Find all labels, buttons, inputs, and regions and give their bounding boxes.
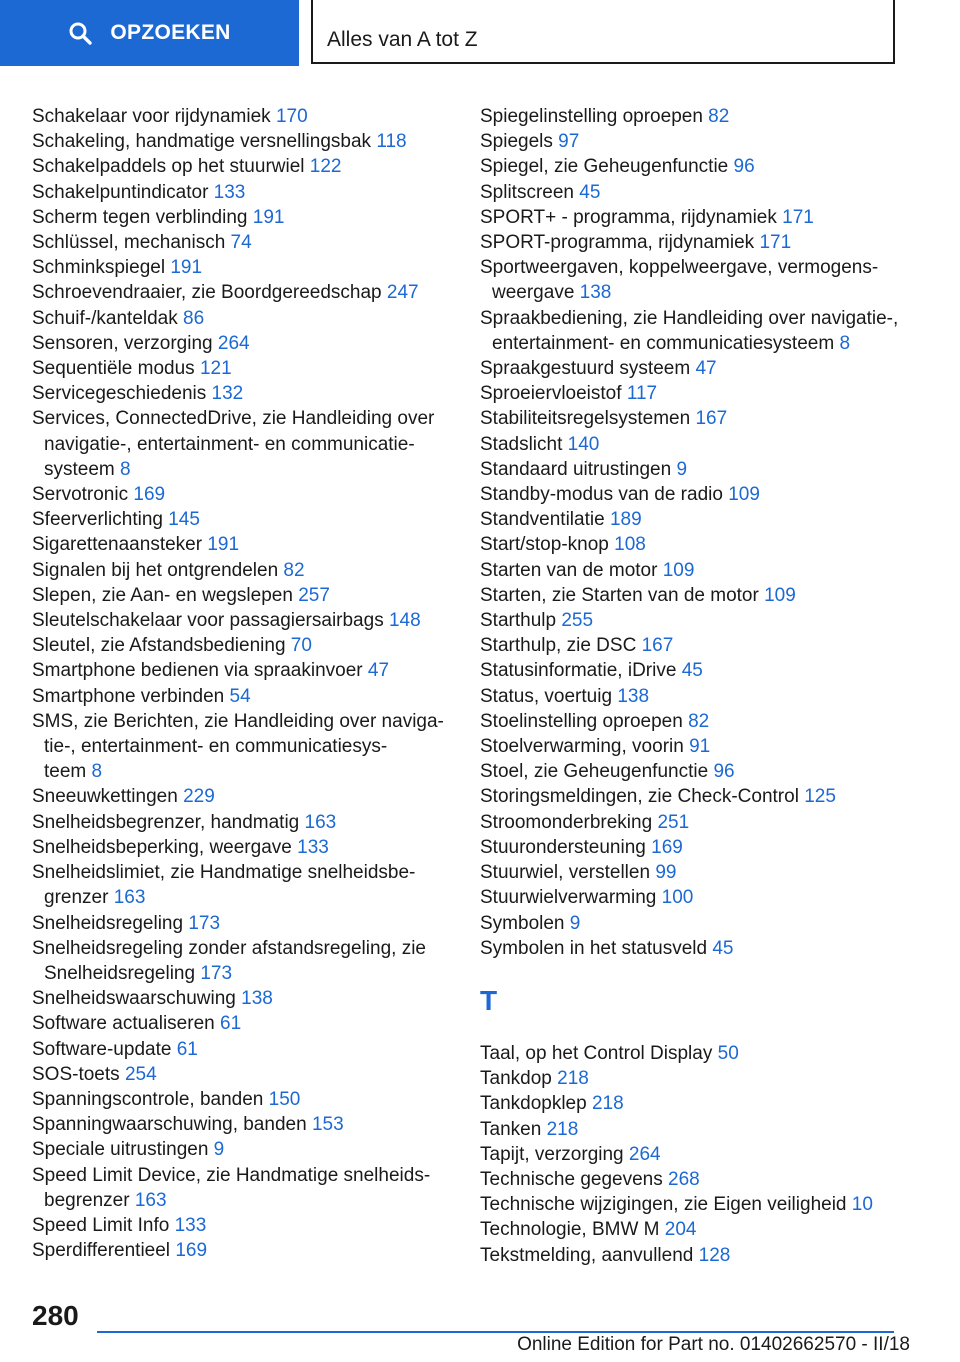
index-entry: Stoelinstelling oproepen 82 (480, 710, 710, 732)
page-link[interactable]: 128 (698, 1244, 731, 1266)
index-entry: Software actualiseren 61 (32, 1013, 242, 1035)
index-entry: Smartphone verbinden 54 (32, 685, 251, 707)
index-entry: Tekstmelding, aanvullend 128 (480, 1244, 731, 1266)
page-link[interactable]: 169 (651, 836, 683, 858)
index-entry: Technische gegevens 268 (480, 1168, 700, 1190)
page-link[interactable]: 61 (220, 1013, 242, 1035)
index-entry: Schuif-/kanteldak 86 (32, 307, 205, 329)
page-link[interactable]: 133 (213, 181, 246, 203)
page-link[interactable]: 171 (759, 232, 792, 254)
page-link[interactable]: 170 (275, 106, 308, 127)
index-entry: Snelheidslimiet, zie Handmatige snelheidsbe- grenzer 163 (32, 862, 416, 909)
index-entry: SOS-toets 254 (32, 1063, 157, 1085)
index-entry: Slepen, zie Aan- en wegslepen 257 (32, 584, 330, 606)
page-link[interactable]: 204 (664, 1219, 697, 1241)
index-entry: Symbolen in het statusveld 45 (480, 937, 734, 959)
page-link[interactable]: 268 (668, 1168, 700, 1190)
index-entry: Taal, op het Control Display 50 (480, 1042, 739, 1064)
index-entry: Technologie, BMW M 204 (480, 1219, 697, 1241)
page-link[interactable]: 9 (569, 912, 581, 934)
page-link[interactable]: 257 (298, 584, 330, 606)
index-entry: Stuurwielverwarming 100 (480, 887, 694, 909)
index-entry: Symbolen 9 (480, 912, 581, 934)
edition-footer: Online Edition for Part no. 01402662570 - II/18 (517, 1334, 910, 1355)
page-link[interactable]: 8 (91, 761, 103, 783)
index-entry: Tapijt, verzorging 264 (480, 1143, 661, 1165)
index-entry: Starten van de motor 109 (480, 559, 695, 581)
page-link[interactable]: 138 (241, 988, 273, 1010)
page-link[interactable]: 45 (579, 181, 601, 203)
index-entry: Stoelverwarming, voorin 91 (480, 736, 711, 758)
index-entry: Sequentiële modus 121 (32, 358, 232, 380)
footer-divider (97, 1331, 894, 1333)
page-link[interactable]: 169 (133, 484, 166, 506)
page-link[interactable]: 109 (764, 584, 796, 606)
index-entry: Schroevendraaier, zie Boordgereedschap 247 (32, 282, 419, 304)
index-entry: Sperdifferentieel 169 (32, 1240, 208, 1262)
index-entry: Sfeerverlichting 145 (32, 509, 200, 531)
index-entry: Splitscreen 45 (480, 181, 601, 203)
page-link[interactable]: 169 (175, 1240, 208, 1262)
page-link[interactable]: 218 (557, 1068, 589, 1090)
page-link[interactable]: 254 (124, 1063, 157, 1085)
index-entry: Services, ConnectedDrive, zie Handleiding over navigatie-, entertainment- en communicatie- systeem 8 (32, 408, 435, 480)
top-bar (0, 0, 960, 66)
index-entry: Schakeling, handmatige versnellingsbak 118 (32, 131, 407, 153)
index-entry: Standaard uitrustingen 9 (480, 458, 688, 480)
page-link[interactable]: 109 (728, 484, 760, 506)
index-entry: SPORT+ - programma, rijdynamiek 171 (480, 206, 814, 228)
index-entry: Tankdopklep 218 (480, 1093, 624, 1115)
index-entry: Standby-modus van de radio 109 (480, 484, 760, 506)
index-entry: Spiegelinstelling oproepen 82 (480, 106, 730, 127)
page-link[interactable]: 74 (230, 232, 252, 254)
page-link[interactable]: 138 (579, 282, 612, 304)
index-entry: Servotronic 169 (32, 484, 166, 506)
page-link[interactable]: 264 (628, 1143, 661, 1165)
page-link[interactable]: 264 (217, 332, 250, 354)
index-entry: Sneeuwkettingen 229 (32, 786, 215, 808)
index-entry: Starthulp 255 (480, 610, 594, 632)
page-link[interactable]: 218 (546, 1118, 579, 1140)
index-entry: Snelheidsbeperking, weergave 133 (32, 836, 329, 858)
index-entry: Software-update 61 (32, 1038, 198, 1060)
page-link[interactable]: 140 (567, 433, 600, 455)
page-link[interactable]: 108 (614, 534, 646, 556)
index-entry: Technische wijzigingen, zie Eigen veiligheid 10 (480, 1194, 873, 1216)
index-entry: Snelheidsregeling zonder afstandsregeling, zie Snelheidsregeling 173 (32, 937, 426, 984)
index-entry: Statusinformatie, iDrive 45 (480, 660, 703, 682)
index-entry: SPORT-programma, rijdynamiek 171 (480, 232, 792, 254)
page-link[interactable]: 133 (297, 836, 329, 858)
index-entry: Signalen bij het ontgrendelen 82 (32, 559, 305, 581)
index-entry: Sproeiervloeistof 117 (480, 383, 658, 405)
page-link[interactable]: 96 (733, 156, 755, 178)
page-link[interactable]: 100 (661, 887, 694, 909)
page-link[interactable]: 47 (367, 660, 390, 682)
page-number: 280 (32, 1300, 79, 1331)
index-entry: Speed Limit Info 133 (32, 1214, 207, 1236)
index-entry: Stuurwiel, verstellen 99 (480, 862, 677, 884)
page-link[interactable]: 173 (188, 912, 221, 934)
page-link[interactable]: 189 (609, 509, 642, 531)
index-entry: Standventilatie 189 (480, 509, 642, 531)
index-entry: Start/stop-knop 108 (480, 534, 646, 556)
page-link[interactable]: 163 (304, 811, 337, 833)
index-entry: Spanningwaarschuwing, banden 153 (32, 1114, 344, 1136)
index-entry: Spiegels 97 (480, 131, 580, 153)
index-entry: Stroomonderbreking 251 (480, 811, 690, 833)
page-link[interactable]: 247 (386, 282, 419, 304)
page-link[interactable]: 125 (804, 786, 836, 808)
page-link[interactable]: 45 (681, 660, 703, 682)
page-link[interactable]: 8 (839, 332, 851, 354)
index-entry: Sleutel, zie Afstandsbediening 70 (32, 635, 312, 657)
page-link[interactable]: 121 (199, 358, 232, 380)
index-entry: Speciale uitrustingen 9 (32, 1139, 225, 1161)
page-link[interactable]: 97 (558, 131, 580, 153)
page-link[interactable]: 117 (626, 383, 658, 405)
page-link[interactable]: 47 (695, 358, 717, 380)
index-entry: Stadslicht 140 (480, 433, 600, 455)
page-link[interactable]: 54 (229, 685, 251, 707)
index-entry: Stabiliteitsregelsystemen 167 (480, 408, 728, 430)
letter-heading: T (480, 984, 498, 1016)
search-icon (68, 21, 92, 45)
page-link[interactable]: 82 (688, 710, 710, 732)
page-link[interactable]: 138 (617, 685, 650, 707)
index-entry: Schakelpuntindicator 133 (32, 181, 246, 203)
index-entry: Sigarettenaansteker 191 (32, 534, 240, 556)
index-column-left (32, 104, 472, 1263)
page-link[interactable]: 82 (708, 106, 730, 127)
page-link[interactable]: 91 (689, 736, 711, 758)
section-title: Alles van A tot Z (327, 28, 478, 51)
page-link[interactable]: 61 (176, 1038, 198, 1060)
page-link[interactable]: 122 (309, 156, 342, 178)
index-entry: Speed Limit Device, zie Handmatige snelheids- begrenzer 163 (32, 1164, 431, 1211)
index-entry: Spiegel, zie Geheugenfunctie 96 (480, 156, 755, 178)
index-entry: Tanken 218 (480, 1118, 579, 1140)
index-entry: Storingsmeldingen, zie Check-Control 125 (480, 786, 836, 808)
index-column-right (480, 104, 920, 1268)
page-link[interactable]: 96 (713, 761, 735, 783)
page-link[interactable]: 9 (676, 458, 688, 480)
search-label: OPZOEKEN (110, 21, 231, 44)
index-entry: Smartphone bedienen via spraakinvoer 47 (32, 660, 390, 682)
index-entry: Spraakgestuurd systeem 47 (480, 358, 717, 380)
index-entry: Snelheidswaarschuwing 138 (32, 988, 273, 1010)
page-link[interactable]: 163 (134, 1189, 167, 1211)
page-link[interactable]: 255 (561, 610, 594, 632)
page-link[interactable]: 167 (641, 635, 674, 657)
page-link[interactable]: 167 (695, 408, 728, 430)
page-link[interactable]: 99 (655, 862, 677, 884)
index-entry: Spanningscontrole, banden 150 (32, 1088, 301, 1110)
page-link[interactable]: 251 (657, 811, 690, 833)
page-link[interactable]: 163 (113, 887, 146, 909)
index-entry: Status, voertuig 138 (480, 685, 650, 707)
page-link[interactable]: 132 (211, 383, 244, 405)
page-link[interactable]: 8 (120, 458, 131, 480)
section-header (311, 0, 895, 64)
page-link[interactable]: 191 (207, 534, 240, 556)
index-entry: Sportweergaven, koppelweergave, vermogens- weergave 138 (480, 257, 879, 304)
index-entry: Schminkspiegel 191 (32, 257, 203, 279)
page-link[interactable]: 118 (376, 131, 407, 153)
index-entry: Servicegeschiedenis 132 (32, 383, 244, 405)
page-link[interactable]: 45 (712, 937, 734, 959)
index-entry: Schakelpaddels op het stuurwiel 122 (32, 156, 342, 178)
index-entry: Snelheidsbegrenzer, handmatig 163 (32, 811, 337, 833)
page-link[interactable]: 153 (311, 1114, 344, 1136)
page-link[interactable]: 109 (662, 559, 695, 581)
page-link[interactable]: 9 (213, 1139, 225, 1161)
page-link[interactable]: 150 (268, 1088, 301, 1110)
index-entry: SMS, zie Berichten, zie Handleiding over naviga- tie-, entertainment- en communicatiesys- teem 8 (32, 710, 444, 783)
page-link[interactable]: 10 (851, 1194, 873, 1216)
page-link[interactable]: 82 (283, 559, 305, 581)
page-link[interactable]: 218 (591, 1093, 624, 1115)
page-link[interactable]: 148 (388, 610, 421, 632)
index-entry: Tankdop 218 (480, 1068, 589, 1090)
search-button[interactable] (0, 0, 299, 66)
index-entry: Schakelaar voor rijdynamiek 170 (32, 106, 308, 127)
index-entry: Starthulp, zie DSC 167 (480, 635, 674, 657)
page-link[interactable]: 86 (183, 307, 205, 329)
page-link[interactable]: 171 (782, 206, 814, 228)
page-link[interactable]: 173 (200, 962, 233, 984)
index-entry: Sleutelschakelaar voor passagiersairbags 148 (32, 610, 421, 632)
index-entry: Spraakbediening, zie Handleiding over navigatie-, entertainment- en communicatiesysteem 8 (480, 307, 899, 354)
index-entry: Stuurondersteuning 169 (480, 836, 683, 858)
page-link[interactable]: 191 (170, 257, 203, 279)
index-entry: Schlüssel, mechanisch 74 (32, 232, 252, 254)
index-entry: Snelheidsregeling 173 (32, 912, 221, 934)
index-entry: Sensoren, verzorging 264 (32, 332, 250, 354)
page-link[interactable]: 191 (252, 206, 285, 228)
page-link[interactable]: 70 (290, 635, 312, 657)
page-link[interactable]: 133 (174, 1214, 207, 1236)
page-link[interactable]: 50 (717, 1042, 739, 1064)
page-link[interactable]: 229 (183, 786, 215, 808)
index-entry: Scherm tegen verblinding 191 (32, 206, 285, 228)
page-link[interactable]: 145 (168, 509, 200, 531)
index-entry: Stoel, zie Geheugenfunctie 96 (480, 761, 735, 783)
index-entry: Starten, zie Starten van de motor 109 (480, 584, 796, 606)
